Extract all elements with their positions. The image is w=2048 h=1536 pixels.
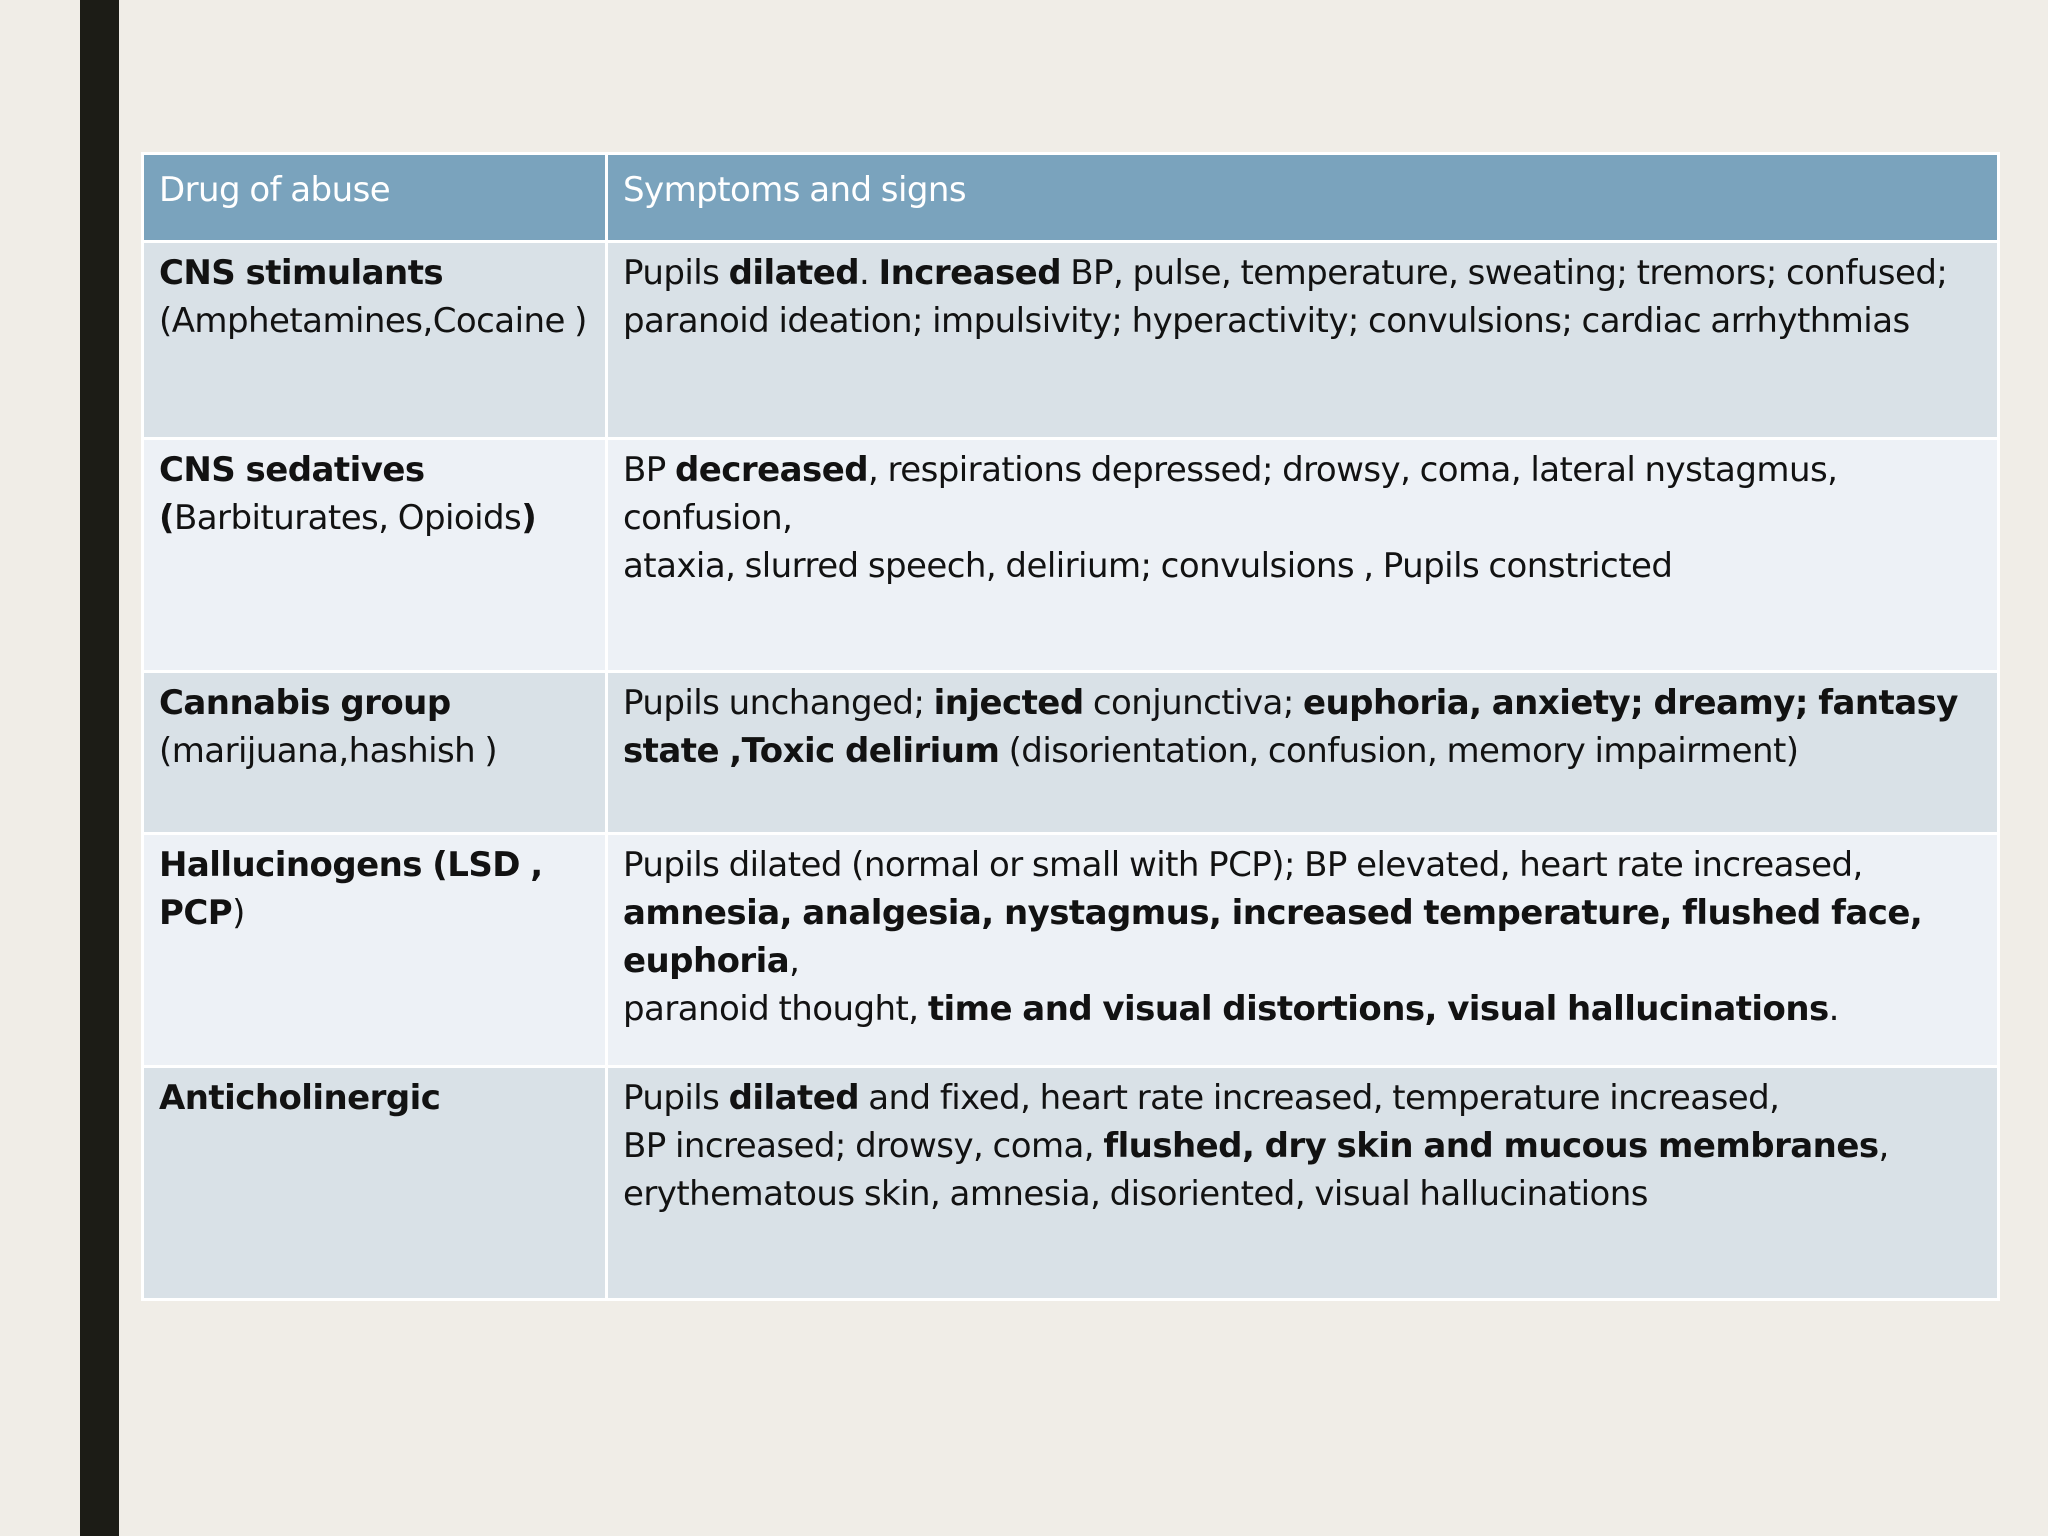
symptom-text: . xyxy=(1828,989,1839,1029)
symptom-text: Pupils xyxy=(623,253,729,293)
symptoms-line xyxy=(623,1170,1983,1218)
drug-name-pcp: PCP xyxy=(159,893,233,933)
symptom-text: (disorientation, confusion, memory impairment) xyxy=(999,731,1799,771)
drug-name-line2 xyxy=(159,889,591,937)
symptom-text: . xyxy=(859,253,879,293)
symptom-text-bold: amnesia, analgesia, nystagmus, increased temperature, flushed face, euphoria xyxy=(623,893,1923,981)
symptoms-line xyxy=(623,841,1983,889)
symptoms-line xyxy=(623,1122,1983,1170)
drug-detail-close: ) xyxy=(521,498,537,538)
drug-abuse-table xyxy=(141,152,2000,1301)
header-symptoms-and-signs: Symptoms and signs xyxy=(607,154,1999,242)
symptom-text-bold: flushed, dry skin and mucous membranes xyxy=(1103,1126,1879,1166)
symptom-text-bold: time and visual distortions, visual hallucinations xyxy=(927,989,1829,1029)
drug-name: Cannabis group xyxy=(159,683,451,723)
symptom-text: BP increased; drowsy, coma, xyxy=(623,1126,1104,1166)
symptoms-line xyxy=(623,446,1983,494)
symptom-text: , xyxy=(789,941,800,981)
symptom-text-bold: injected xyxy=(933,683,1084,723)
drug-detail: (marijuana,hashish ) xyxy=(159,731,498,771)
symptoms-line xyxy=(623,542,1983,590)
symptom-text-bold: decreased xyxy=(675,450,869,490)
symptom-text: Pupils unchanged; xyxy=(623,683,934,723)
symptom-text: confusion, xyxy=(623,498,793,538)
table-row xyxy=(143,242,1999,439)
symptom-text: , respirations depressed; drowsy, coma, lateral nystagmus, xyxy=(868,450,1838,490)
symptoms-line xyxy=(623,1074,1983,1122)
symptom-text: erythematous skin, amnesia, disoriented, visual hallucinations xyxy=(623,1174,1648,1214)
table-row xyxy=(143,1067,1999,1300)
table-row xyxy=(143,672,1999,834)
symptom-text-bold: dilated xyxy=(728,1078,859,1118)
drug-cell xyxy=(143,834,607,1067)
symptom-text-bold: state ,Toxic delirium xyxy=(623,731,1000,771)
symptoms-cell xyxy=(607,439,1999,672)
symptom-text-bold: dilated xyxy=(728,253,859,293)
symptom-text: Pupils dilated (normal or small with PCP); BP elevated, heart rate increased, xyxy=(623,845,1863,885)
symptom-text: paranoid ideation; impulsivity; hyperactivity; convulsions; cardiac arrhythmias xyxy=(623,301,1910,341)
symptom-text: ataxia, slurred speech, delirium; convulsions , Pupils constricted xyxy=(623,546,1673,586)
symptoms-line xyxy=(623,679,1983,727)
symptom-text: Pupils xyxy=(623,1078,729,1118)
symptoms-line xyxy=(623,249,1983,297)
drug-name: CNS stimulants xyxy=(159,253,444,293)
symptom-text: conjunctiva; xyxy=(1083,683,1303,723)
drug-detail-line xyxy=(159,494,591,542)
symptoms-cell xyxy=(607,242,1999,439)
side-accent-bar xyxy=(80,0,119,1536)
symptom-text: BP xyxy=(623,450,675,490)
symptoms-line xyxy=(623,985,1983,1033)
symptoms-line xyxy=(623,494,1983,542)
symptom-text-bold: Increased xyxy=(878,253,1061,293)
symptom-text: paranoid thought, xyxy=(623,989,928,1029)
symptom-text: , xyxy=(1878,1126,1889,1166)
symptom-text: BP, pulse, temperature, sweating; tremors; confused; xyxy=(1060,253,1948,293)
symptoms-line xyxy=(623,297,1983,345)
drug-cell xyxy=(143,242,607,439)
symptoms-cell xyxy=(607,672,1999,834)
table-header-row xyxy=(143,154,1999,242)
drug-cell xyxy=(143,672,607,834)
drug-detail: Barbiturates, Opioids xyxy=(174,498,522,538)
symptom-text-bold: euphoria, anxiety; dreamy; fantasy xyxy=(1303,683,1958,723)
drug-detail-open: ( xyxy=(159,498,174,538)
symptoms-cell xyxy=(607,834,1999,1067)
symptom-text: and fixed, heart rate increased, temperature increased, xyxy=(859,1078,1780,1118)
drug-name-tail: ) xyxy=(232,893,245,933)
header-drug-of-abuse: Drug of abuse xyxy=(143,154,607,242)
drug-name: Anticholinergic xyxy=(159,1078,441,1118)
drug-cell xyxy=(143,1067,607,1300)
drug-name: Hallucinogens (LSD , xyxy=(159,845,543,885)
drug-detail: (Amphetamines,Cocaine ) xyxy=(159,301,587,341)
table-row xyxy=(143,834,1999,1067)
symptoms-cell xyxy=(607,1067,1999,1300)
drug-name: CNS sedatives xyxy=(159,450,425,490)
table-row xyxy=(143,439,1999,672)
symptoms-line xyxy=(623,727,1983,775)
drug-cell xyxy=(143,439,607,672)
symptoms-line xyxy=(623,889,1983,985)
